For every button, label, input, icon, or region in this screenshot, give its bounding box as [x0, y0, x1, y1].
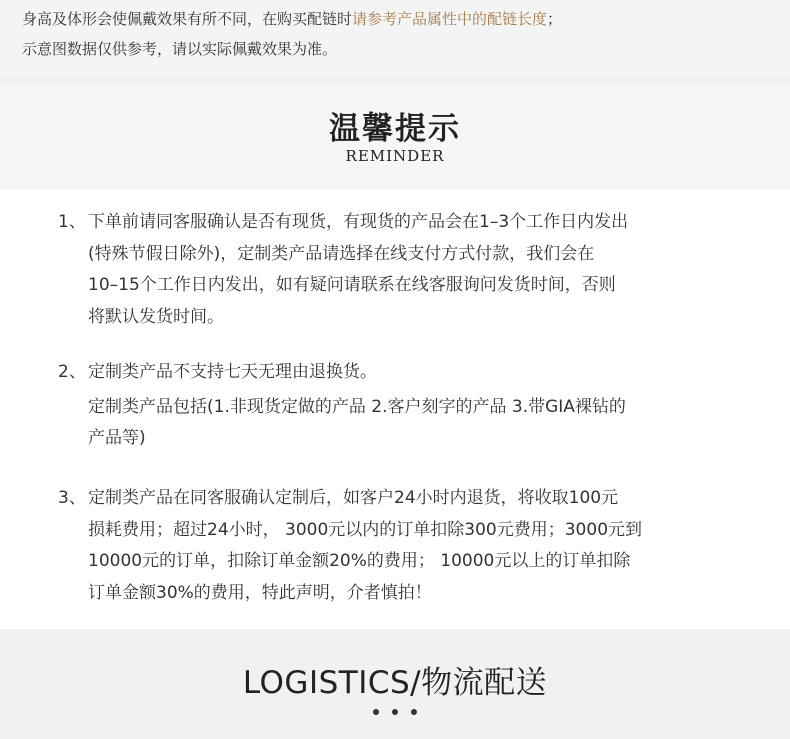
note-line-2: 示意图数据仅供参考，请以实际佩戴效果为准。 — [22, 40, 338, 58]
reminder-subtitle: REMINDER — [345, 147, 445, 165]
logistics-title: LOGISTICS/物流配送 — [242, 665, 548, 701]
item-line: 定制类产品不支持七天无理由退换货。 — [88, 362, 377, 382]
reminder-content — [0, 189, 790, 629]
item-sub-line: 定制类产品包括(1.非现货定做的产品 2.客户刻字的产品 3.带GIA裸钻的 — [88, 396, 626, 417]
reminder-header — [0, 85, 790, 189]
item-line: 10000元的订单，扣除订单金额20%的费用； 10000元以上的订单扣除 — [88, 551, 631, 571]
item-line: 损耗费用；超过24小时， 3000元以内的订单扣除300元费用；3000元到 — [88, 519, 643, 540]
item-number: 1、 — [58, 212, 86, 232]
item-sub-text — [88, 392, 738, 455]
item-text — [88, 207, 738, 333]
reminder-item-3 — [58, 483, 738, 609]
reminder-item-2 — [58, 357, 738, 455]
item-text — [88, 357, 738, 389]
item-number: 3、 — [58, 488, 86, 508]
item-text — [88, 483, 738, 609]
logistics-header — [0, 629, 790, 739]
reminder-title: 温馨提示 — [329, 111, 461, 147]
item-line: 定制类产品在同客服确认定制后，如客户24小时内退货，将收取100元 — [88, 488, 619, 508]
item-line: 订单金额30%的费用，特此声明，介者慎拍！ — [88, 582, 432, 603]
top-note — [0, 0, 790, 75]
item-number: 2、 — [58, 362, 86, 382]
item-line: 下单前请同客服确认是否有现货，有现货的产品会在1–3个工作日内发出 — [88, 212, 629, 232]
item-line: 10–15个工作日内发出，如有疑问请联系在线客服询问发货时间，否则 — [88, 275, 616, 295]
note-line-1-suffix: ； — [547, 10, 563, 28]
dot — [392, 709, 398, 715]
item-line: (特殊节假日除外)，定制类产品请选择在线支付方式付款，我们会在 — [88, 243, 595, 264]
note-line-1 — [22, 4, 790, 34]
dot — [411, 709, 417, 715]
reminder-item-1 — [58, 207, 738, 333]
dot — [373, 709, 379, 715]
item-sub-line: 产品等) — [88, 428, 146, 448]
ellipsis-dots-icon — [373, 709, 417, 717]
item-line: 将默认发货时间。 — [88, 306, 224, 327]
note-line-1-prefix: 身高及体形会使佩戴效果有所不同，在购买配链时 — [22, 10, 353, 28]
note-line-1-highlight: 请参考产品属性中的配链长度 — [352, 10, 548, 28]
